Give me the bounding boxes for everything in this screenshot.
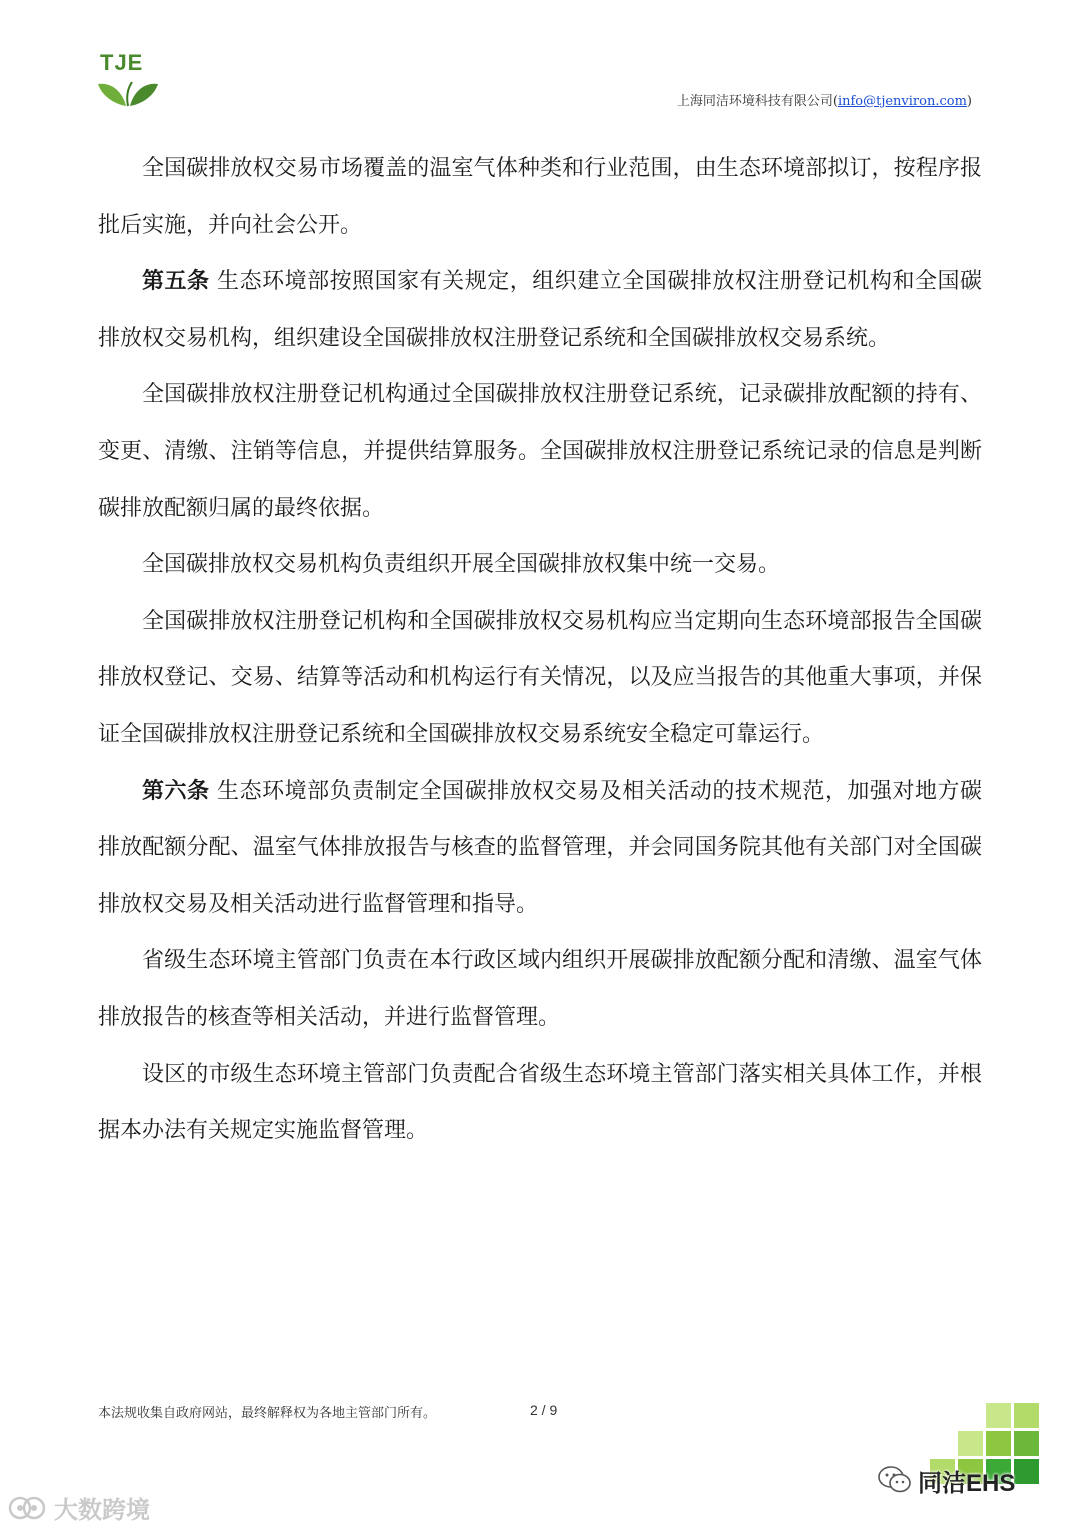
paragraph-text: 生态环境部按照国家有关规定，组织建立全国碳排放权注册登记机构和全国碳排放权交易机构，组织建设全国碳排放权注册登记系统和全国碳排放权交易系统。 — [98, 269, 982, 351]
company-email-link[interactable]: info@tjenviron.com — [837, 94, 967, 109]
watermark-logo-icon — [8, 1494, 48, 1522]
article-heading: 第六条 — [142, 778, 210, 804]
grid-square — [958, 1431, 983, 1456]
grid-square — [986, 1403, 1011, 1428]
grid-square — [1014, 1431, 1039, 1456]
watermark — [8, 1490, 150, 1525]
paragraph — [98, 254, 982, 367]
paragraph-text: 全国碳排放权注册登记机构和全国碳排放权交易机构应当定期向生态环境部报告全国碳排放权登记、交易、结算等活动和机构运行有关情况，以及应当报告的其他重大事项，并保证全国碳排放权注册登记系统和全国碳排放权交易系统安全稳定可靠运行。 — [98, 608, 982, 747]
paragraph-text: 全国碳排放权交易机构负责组织开展全国碳排放权集中统一交易。 — [142, 552, 781, 578]
grid-square — [1014, 1459, 1039, 1484]
article-heading: 第五条 — [142, 269, 210, 295]
paragraph-text: 全国碳排放权交易市场覆盖的温室气体种类和行业范围，由生态环境部拟订，按程序报批后实施，并向社会公开。 — [98, 156, 982, 238]
grid-square — [1014, 1403, 1039, 1428]
footer-disclaimer: 本法规收集自政府网站，最终解释权为各地主管部门所有。 — [98, 1406, 437, 1421]
paragraph — [98, 764, 982, 934]
paragraph-text: 设区的市级生态环境主管部门负责配合省级生态环境主管部门落实相关具体工作，并根据本办法有关规定实施监督管理。 — [98, 1061, 982, 1144]
logo-text: TJE — [100, 50, 144, 75]
watermark-text: 大数跨境 — [54, 1497, 150, 1524]
company-logo — [96, 50, 160, 108]
paragraph — [98, 933, 982, 1046]
page-number: 2 / 9 — [530, 1402, 558, 1418]
company-name: 上海同洁环境科技有限公司 — [676, 94, 833, 109]
grid-square — [986, 1431, 1011, 1456]
paragraph — [98, 594, 982, 764]
brand-name: 同洁EHS — [918, 1469, 1016, 1497]
paragraph — [98, 367, 982, 537]
paragraph — [98, 141, 982, 254]
paragraph-text: 全国碳排放权注册登记机构通过全国碳排放权注册登记系统，记录碳排放配额的持有、变更、清缴、注销等信息，并提供结算服务。全国碳排放权注册登记系统记录的信息是判断碳排放配额归属的最终依据。 — [98, 382, 982, 521]
brand-overlay — [878, 1462, 1015, 1498]
leaf-icon — [96, 72, 160, 108]
paragraph — [98, 537, 982, 594]
header-company-contact — [677, 90, 972, 109]
paragraph — [98, 1047, 982, 1160]
document-body — [98, 141, 982, 1160]
paragraph-text: 生态环境部负责制定全国碳排放权交易及相关活动的技术规范，加强对地方碳排放配额分配、温室气体排放报告与核查的监督管理，并会同国务院其他有关部门对全国碳排放权交易及相关活动进行监督管理和指导。 — [98, 778, 982, 917]
wechat-icon — [878, 1465, 912, 1495]
email-open-paren: ( — [832, 94, 838, 109]
email-close-paren: ) — [966, 94, 972, 109]
paragraph-text: 省级生态环境主管部门负责在本行政区域内组织开展碳排放配额分配和清缴、温室气体排放报告的核查等相关活动，并进行监督管理。 — [98, 948, 982, 1030]
